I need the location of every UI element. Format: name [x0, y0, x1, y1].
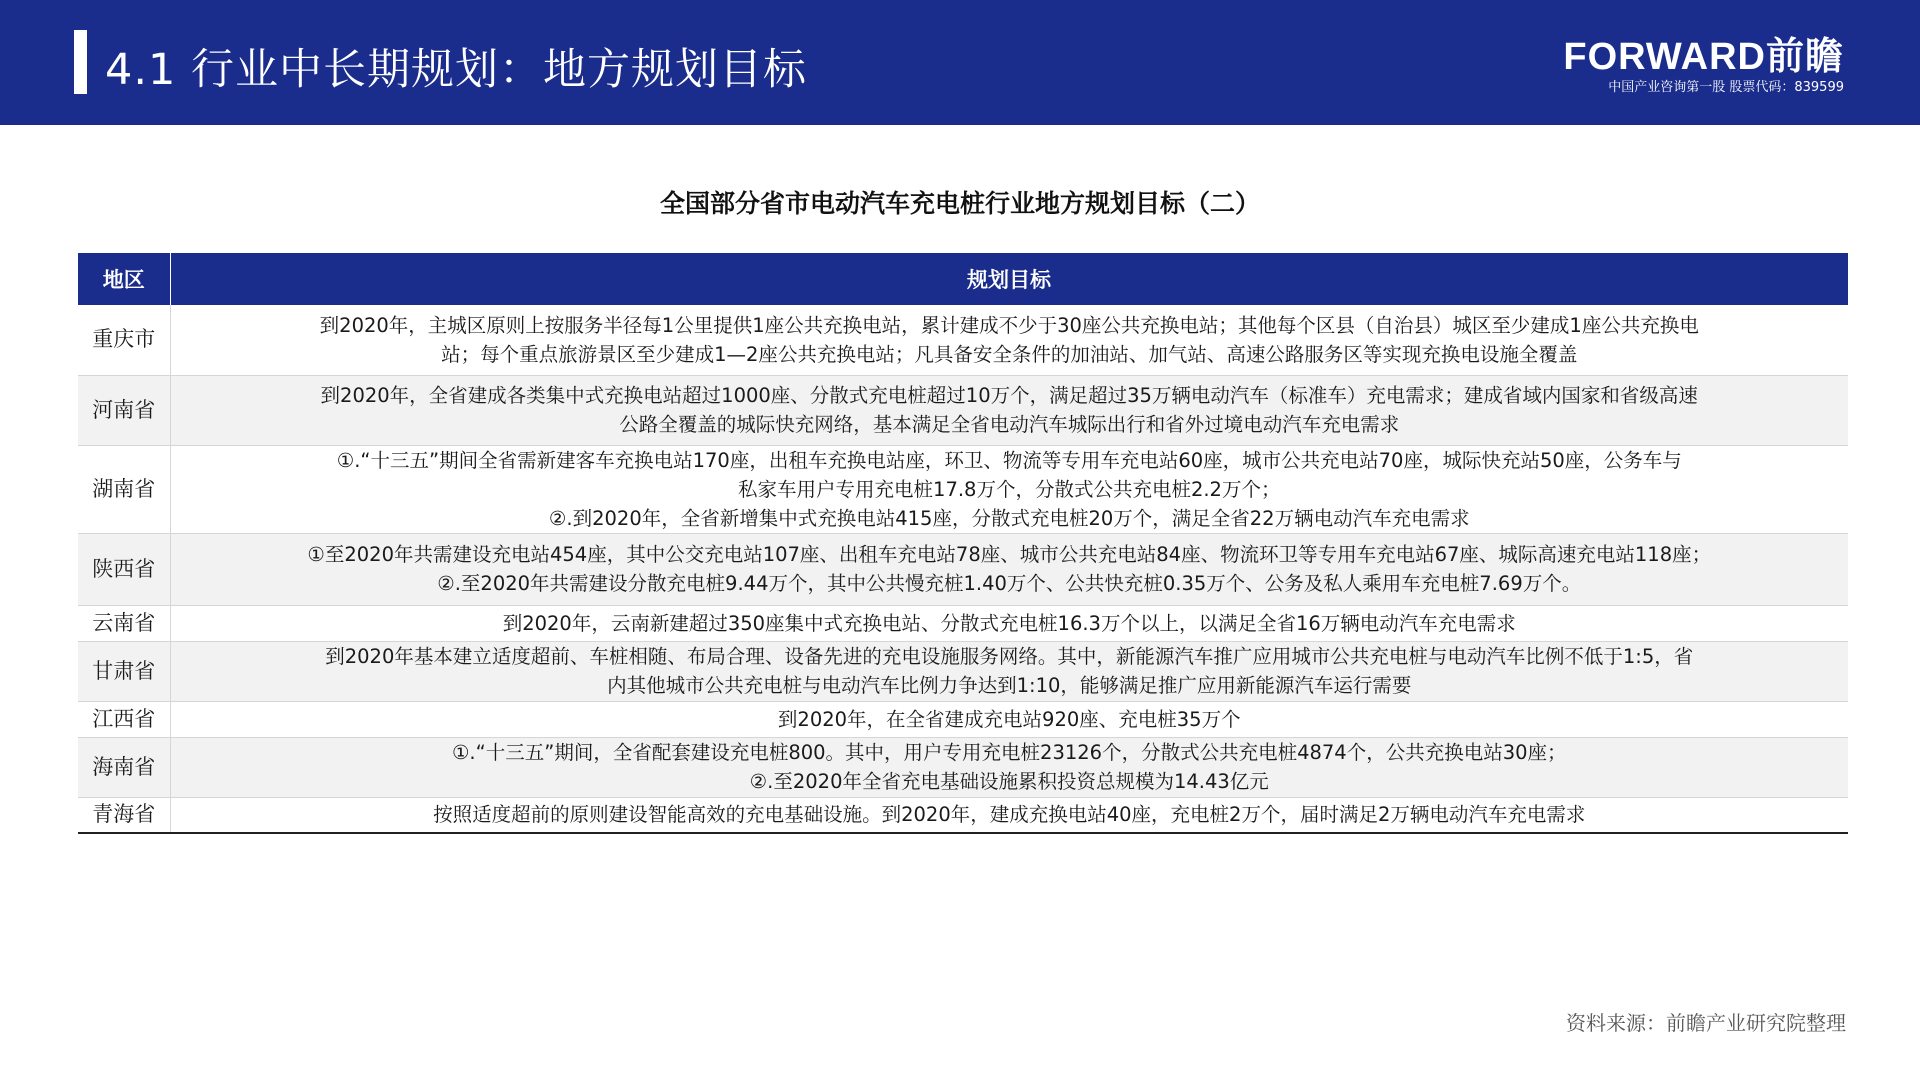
goal-text-line: ②.到2020年，全省新增集中式充换电站415座，分散式充电桩20万个，满足全省22万辆电动汽车充电需求 — [548, 506, 1470, 530]
goal-text-line: 到2020年，全省建成各类集中式充换电站超过1000座、分散式充电桩超过10万个，满足超过35万辆电动汽车（标准车）充电需求；建成省域内国家和省级高速 — [320, 384, 1698, 407]
title-accent-bar — [74, 30, 87, 94]
goal-text-line: 内其他城市公共充电桩与电动汽车比例力争达到1:10，能够满足推广应用新能源汽车运行需要 — [607, 674, 1412, 697]
forward-logo — [1544, 36, 1844, 100]
page-title: 4.1 行业中长期规划：地方规划目标 — [105, 45, 808, 95]
plan-table — [78, 253, 1849, 834]
table-row — [78, 701, 1848, 737]
table-row — [78, 605, 1848, 641]
goal-text-line: ①至2020年共需建设充电站454座，其中公交充电站107座、出租车充电站78座、城市公共充电站84座、物流环卫等专用车充电站67座、城际高速充电站118座； — [307, 543, 1712, 566]
region-cell: 湖南省 — [78, 445, 170, 533]
logo-wordmark: FORWARD前瞻 — [1563, 36, 1844, 78]
goal-text-line: 到2020年，在全省建成充电站920座、充电桩35万个 — [777, 707, 1241, 731]
region-cell: 青海省 — [78, 797, 170, 833]
goal-cell — [170, 605, 1848, 641]
table-row — [78, 797, 1848, 833]
goal-text-line: ①.“十三五”期间全省需新建客车充换电站170座，出租车充换电站座，环卫、物流等专用车充电站60座，城市公共充电站70座，城际快充站50座，公务车与 — [336, 448, 1682, 472]
goal-text-line: ②.至2020年全省充电基础设施累积投资总规模为14.43亿元 — [749, 770, 1269, 793]
table-row — [78, 737, 1848, 797]
goal-cell — [170, 701, 1848, 737]
goal-cell — [170, 533, 1848, 605]
goal-cell — [170, 375, 1848, 445]
table-row — [78, 641, 1848, 701]
goal-cell — [170, 445, 1848, 533]
region-cell: 海南省 — [78, 737, 170, 797]
region-cell: 云南省 — [78, 605, 170, 641]
table-row — [78, 375, 1848, 445]
source-note: 资料来源：前瞻产业研究院整理 — [1566, 1011, 1846, 1035]
region-cell: 河南省 — [78, 375, 170, 445]
goal-text-line: ②.至2020年共需建设分散充电桩9.44万个，其中公共慢充桩1.40万个、公共快充桩0.35万个、公务及私人乘用车充电桩7.69万个。 — [437, 572, 1582, 595]
table-header-row — [78, 253, 1848, 305]
logo-tagline: 中国产业咨询第一股 股票代码：839599 — [1608, 80, 1844, 95]
region-cell: 重庆市 — [78, 305, 170, 375]
goal-text-line: 站；每个重点旅游景区至少建成1—2座公共充换电站；凡具备安全条件的加油站、加气站、高速公路服务区等实现充换电设施全覆盖 — [441, 342, 1578, 366]
table-body — [78, 305, 1848, 833]
goal-cell — [170, 797, 1848, 833]
goal-text-line: 到2020年，云南新建超过350座集中式充换电站、分散式充电桩16.3万个以上，以满足全省16万辆电动汽车充电需求 — [502, 611, 1516, 635]
goal-text-line: ①.“十三五”期间，全省配套建设充电桩800。其中，用户专用充电桩23126个，分散式公共充电桩4874个，公共充换电站30座； — [451, 741, 1567, 764]
goal-text-line: 到2020年，主城区原则上按服务半径每1公里提供1座公共充换电站，累计建成不少于30座公共充换电站；其他每个区县（自治县）城区至少建成1座公共充换电 — [319, 313, 1699, 337]
table-row — [78, 533, 1848, 605]
goal-cell — [170, 737, 1848, 797]
goal-text-line: 公路全覆盖的城际快充网络，基本满足全省电动汽车城际出行和省外过境电动汽车充电需求 — [619, 413, 1400, 436]
region-cell: 陕西省 — [78, 533, 170, 605]
goal-cell — [170, 641, 1848, 701]
column-header-region: 地区 — [78, 253, 170, 305]
goal-cell — [170, 305, 1848, 375]
table-row — [78, 305, 1848, 375]
table-row — [78, 445, 1848, 533]
page-header — [0, 0, 1920, 125]
goal-text-line: 按照适度超前的原则建设智能高效的充电基础设施。到2020年，建成充换电站40座，充电桩2万个，届时满足2万辆电动汽车充电需求 — [433, 803, 1586, 827]
goal-text-line: 到2020年基本建立适度超前、车桩相随、布局合理、设备先进的充电设施服务网络。其中，新能源汽车推广应用城市公共充电桩与电动汽车比例不低于1:5，省 — [325, 645, 1694, 668]
region-cell: 甘肃省 — [78, 641, 170, 701]
column-header-goal: 规划目标 — [170, 253, 1848, 305]
table-title: 全国部分省市电动汽车充电桩行业地方规划目标（二） — [659, 189, 1260, 218]
region-cell: 江西省 — [78, 701, 170, 737]
goal-text-line: 私家车用户专用充电桩17.8万个，分散式公共充电桩2.2万个； — [738, 477, 1281, 501]
